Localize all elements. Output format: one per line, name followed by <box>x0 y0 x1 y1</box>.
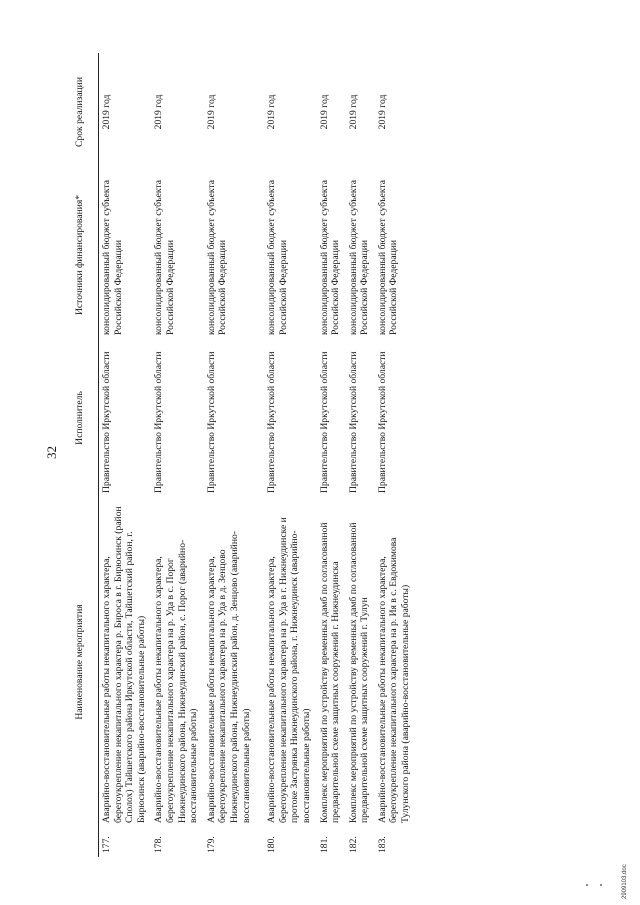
scan-speck <box>600 884 602 886</box>
row-term: 2019 год <box>347 94 359 130</box>
row-sources: консолидированный бюджет субъекта Российской Федерации <box>101 179 124 335</box>
row-sources: консолидированный бюджет субъекта Российской Федерации <box>318 179 342 335</box>
table-row <box>375 53 416 857</box>
row-sources: консолидированный бюджет субъекта Российской Федерации <box>153 179 176 335</box>
row-name: Аварийно-восстановительные работы некапитального характера, берегоукрепление некапитального характера на р. Уда в д. Зенцово Нижнеудинского района, Нижнеудинский район, д. Зенцово (аварийно-восстановительные работы) <box>205 531 252 823</box>
row-number: 182. <box>347 836 359 853</box>
row-number: 180. <box>266 836 278 853</box>
row-sources: консолидированный бюджет субъекта Российской Федерации <box>266 179 289 335</box>
row-term: 2019 год <box>376 94 388 130</box>
row-executor: Правительство Иркутской области <box>153 351 165 493</box>
row-number: 179. <box>205 836 217 853</box>
row-name: Аварийно-восстановительные работы некапитального характера, берегоукрепление некапитального характера р. Бироса в г. Бирюсинск (район Сполох) Тайшетского района Иркутской области, Тайшетский район, г. Бирюсинск (аварийно-восстановительные работы) <box>101 506 147 823</box>
page-number: 32 <box>44 446 59 459</box>
table-row <box>346 53 375 857</box>
table-row <box>204 53 256 857</box>
row-name: Аварийно-восстановительные работы некапитального характера, берегоукрепление некапитального характера на р. Уда в с. Порог Нижнеудинского района, Нижнеудинский район, с. Порог (аварийно-восстановительные работы) <box>153 539 200 823</box>
row-name: Комплекс мероприятий по устройству временных дамб по согласованной предварительной схеме защитных сооружений г. Нижнеудинска <box>318 522 342 823</box>
row-sources: консолидированный бюджет субъекта Российской Федерации <box>376 179 400 335</box>
row-name: Аварийно-восстановительные работы некапитального характера, берегоукрепление некапитального характера на р. Уда в г. Нижнеудинске и протоке Застрянка Нижнеудинского района, г. Нижнеудинск (аварийно-восстановительные работы) <box>266 517 312 823</box>
row-name: Аварийно-восстановительные работы некапитального характера, берегоукрепление некапитального характера на р. Ия в с. Евдокимова Тулунского района (аварийно-восстановительные работы) <box>376 537 412 823</box>
row-number: 183. <box>376 836 388 853</box>
row-term: 2019 год <box>205 94 217 130</box>
header-sources: Источники финансирования* <box>62 171 99 339</box>
row-number: 181. <box>318 836 330 853</box>
row-term: 2019 год <box>101 94 112 130</box>
row-executor: Правительство Иркутской области <box>266 351 278 493</box>
row-name: Комплекс мероприятий по устройству временных дамб по согласованной предварительной схеме защитных сооружений г. Тулун <box>347 522 371 823</box>
measures-table <box>62 53 416 857</box>
table-row <box>256 53 316 857</box>
table-header-row <box>62 53 99 857</box>
row-term: 2019 год <box>153 94 165 130</box>
footer-file-code: 2909103.doc <box>622 864 628 899</box>
row-executor: Правительство Иркутской области <box>205 351 217 493</box>
row-term: 2019 год <box>318 94 330 130</box>
row-sources: консолидированный бюджет субъекта Российской Федерации <box>347 179 371 335</box>
row-number: 178. <box>153 836 165 853</box>
header-name: Наименование мероприятия <box>62 497 99 827</box>
row-executor: Правительство Иркутской области <box>101 351 112 493</box>
header-term: Срок реализации <box>62 53 99 171</box>
header-number <box>62 827 99 857</box>
table-row <box>99 53 152 857</box>
row-term: 2019 год <box>266 94 278 130</box>
row-executor: Правительство Иркутской области <box>376 351 388 493</box>
header-executor: Исполнитель <box>62 339 99 497</box>
row-executor: Правительство Иркутской области <box>347 351 359 493</box>
table-row <box>317 53 346 857</box>
table-row <box>151 53 203 857</box>
scan-speck <box>586 884 588 886</box>
row-sources: консолидированный бюджет субъекта Российской Федерации <box>205 179 229 335</box>
row-number: 177. <box>101 836 112 853</box>
row-executor: Правительство Иркутской области <box>318 351 330 493</box>
